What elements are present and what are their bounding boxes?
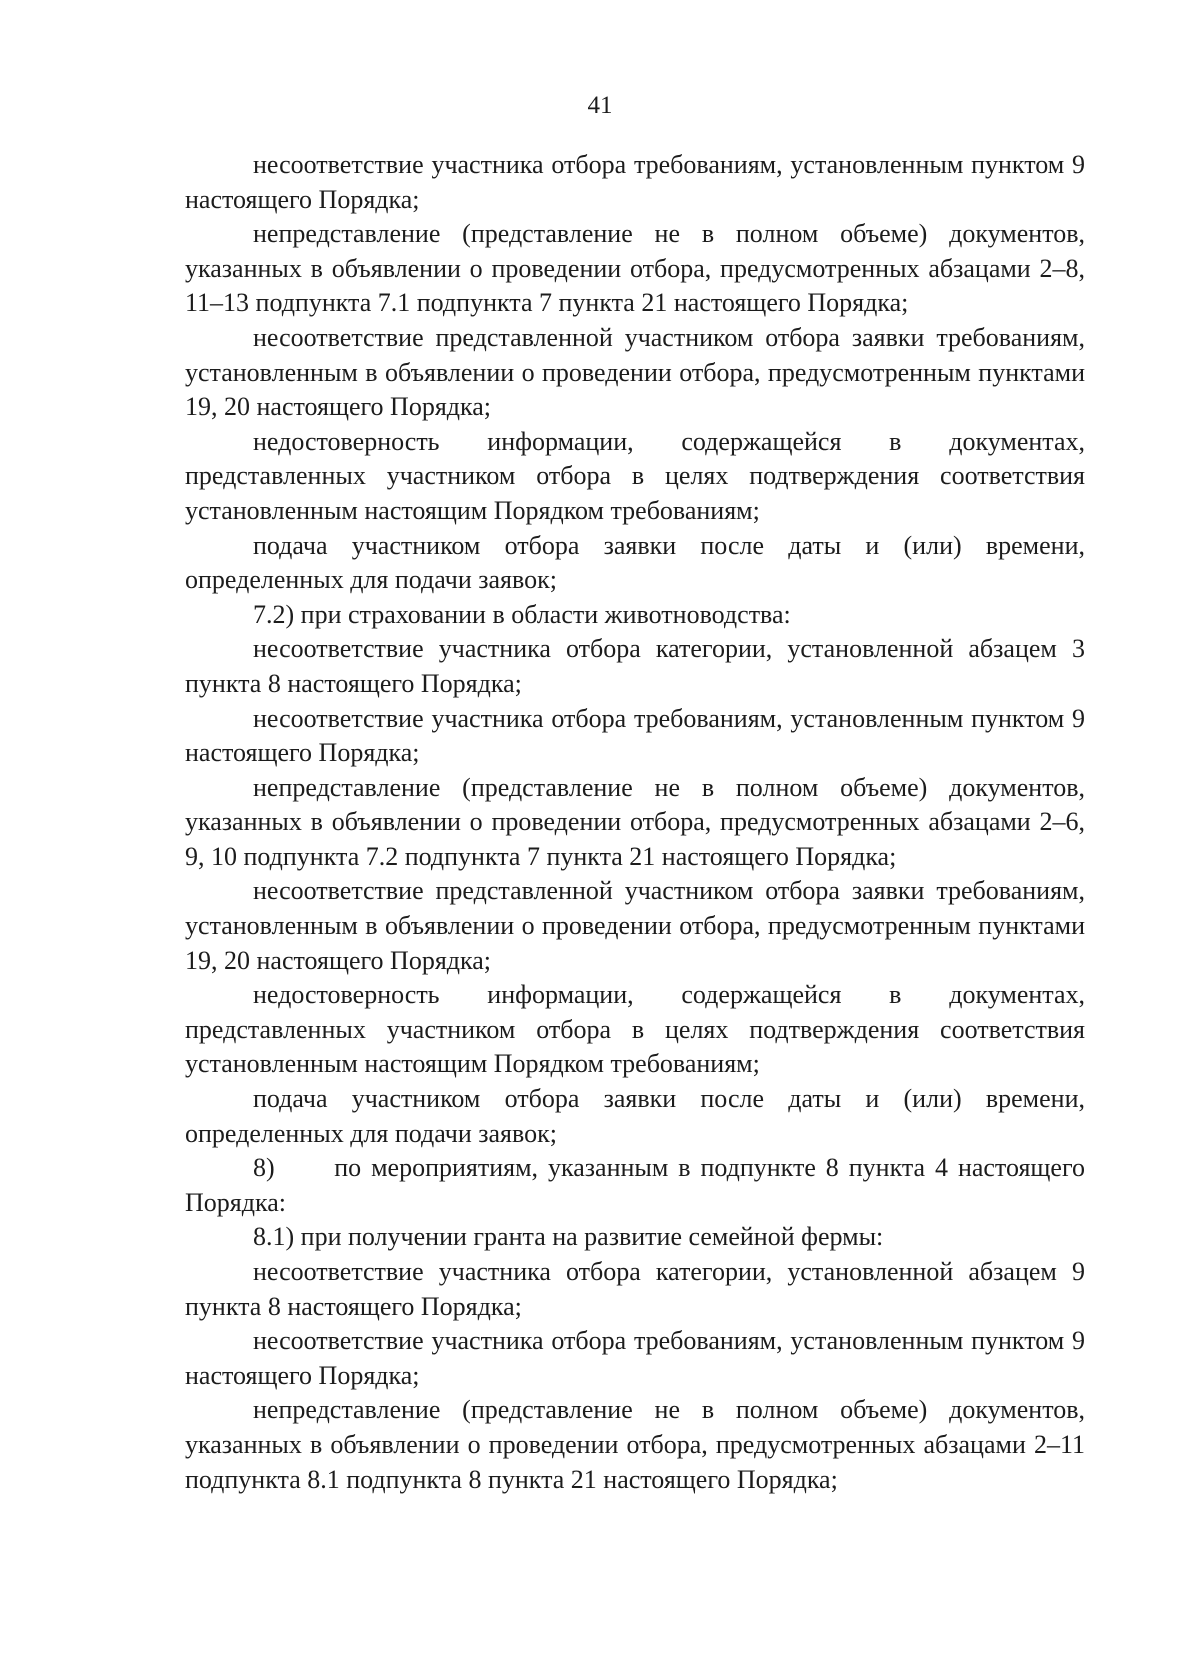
document-body	[185, 148, 1092, 1497]
paragraph: непредставление (представление не в полном объеме) документов, указанных в объявлении о проведении отбора, предусмотренных абзацами 2–8, 11–13 подпункта 7.1 подпункта 7 пункта 21 настоящего Порядка;	[185, 219, 1085, 318]
paragraph: недостоверность информации, содержащейся в документах, представленных участником отбора в целях подтверждения соответствия установленным настоящим Порядком требованиям;	[185, 426, 1085, 525]
paragraph: недостоверность информации, содержащейся в документах, представленных участником отбора в целях подтверждения соответствия установленным настоящим Порядком требованиям;	[185, 980, 1085, 1079]
paragraph: несоответствие участника отбора требованиям, установленным пунктом 9 настоящего Порядка;	[185, 1326, 1085, 1390]
paragraph: подача участником отбора заявки после даты и (или) времени, определенных для подачи заявок;	[185, 530, 1085, 595]
paragraph: несоответствие участника отбора требованиям, установленным пунктом 9 настоящего Порядка;	[185, 150, 1085, 214]
paragraph: несоответствие представленной участником отбора заявки требованиям, установленным в объявлении о проведении отбора, предусмотренным пунктами 19, 20 настоящего Порядка;	[185, 876, 1085, 975]
paragraph: непредставление (представление не в полном объеме) документов, указанных в объявлении о проведении отбора, предусмотренных абзацами 2–6, 9, 10 подпункта 7.2 подпункта 7 пункта 21 настоящего Порядка;	[185, 772, 1085, 871]
paragraph: непредставление (представление не в полном объеме) документов, указанных в объявлении о проведении отбора, предусмотренных абзацами 2–11 подпункта 8.1 подпункта 8 пункта 21 настоящего Порядка;	[185, 1395, 1085, 1494]
section-heading: 8) по мероприятиям, указанным в подпункте 8 пункта 4 настоящего Порядка:	[185, 1153, 1092, 1217]
page-number: 41	[587, 92, 613, 119]
paragraph: подача участником отбора заявки после даты и (или) времени, определенных для подачи заявок;	[185, 1084, 1085, 1148]
paragraph: несоответствие представленной участником отбора заявки требованиям, установленным в объявлении о проведении отбора, предусмотренным пунктами 19, 20 настоящего Порядка;	[185, 322, 1085, 422]
subsection-heading: 7.2) при страховании в области животноводства:	[253, 599, 791, 629]
paragraph: несоответствие участника отбора требованиям, установленным пунктом 9 настоящего Порядка;	[185, 703, 1085, 768]
paragraph: несоответствие участника отбора категории, установленной абзацем 9 пункта 8 настоящего Порядка;	[185, 1257, 1085, 1321]
subsection-heading: 8.1) при получении гранта на развитие семейной фермы:	[253, 1222, 884, 1252]
paragraph: несоответствие участника отбора категории, установленной абзацем 3 пункта 8 настоящего Порядка;	[185, 634, 1085, 698]
